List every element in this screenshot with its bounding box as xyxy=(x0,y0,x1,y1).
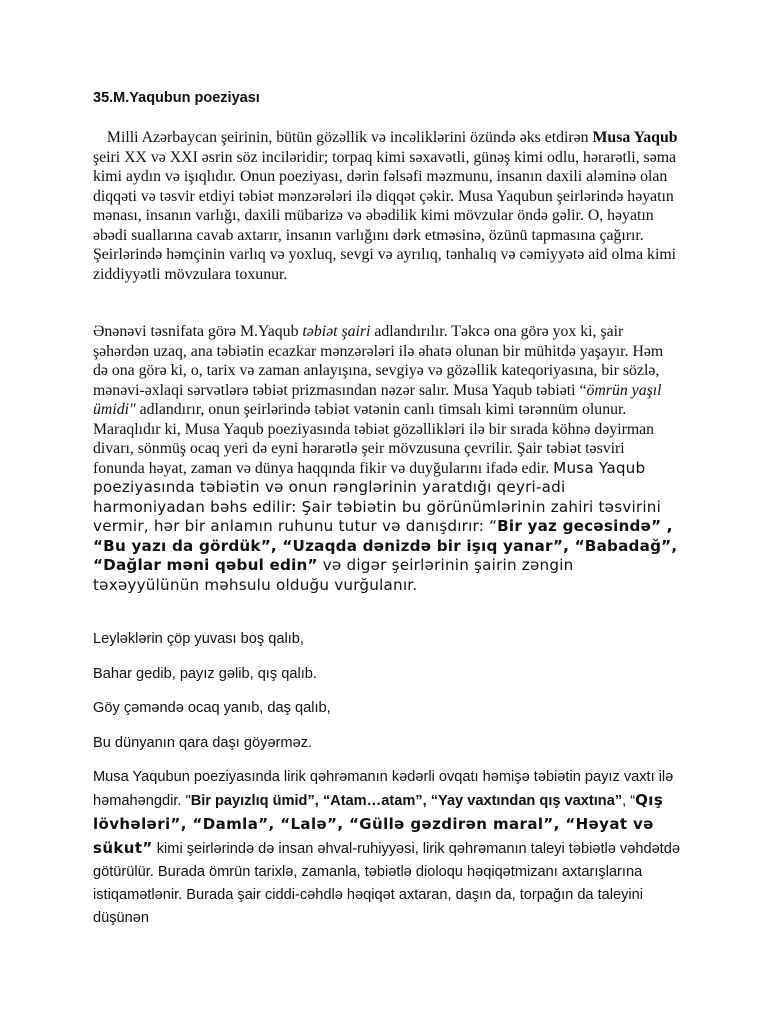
para2-text-1: Ənənəvi təsnifata görə M.Yaqub xyxy=(93,323,303,340)
para2-italic-2: ömrün yaşıl ümidi" xyxy=(93,381,662,418)
verse-line-3: Göy çəməndə ocaq yanıb, daş qalıb, xyxy=(93,700,331,716)
para2-italic-1: təbiət şairi xyxy=(302,323,371,340)
document-heading: 35.M.Yaqubun poeziyası xyxy=(93,90,260,106)
paragraph-nature-poet xyxy=(93,322,678,595)
para3-text-3: kimi şeirlərində də insan əhval-ruhiyyəsi, lirik qəhrəmanın taleyi təbiətlə vəhdətdə götürülür. Burada ömrün tarixlə, zamanla, təbiətlə dioloqu həqiqətmizanı axtarışlarına istiqamətlənir. Burada şair ciddi-cəhdlə həqiqət axtaran, daşın da, torpağın da taleyini düşünən xyxy=(93,841,680,926)
para3-text-2: , “ xyxy=(622,793,636,809)
intro-lead-text: Milli Azərbaycan şeirinin, bütün gözəllik və incəliklərini özündə əks etdirən xyxy=(106,129,593,146)
para2-poem-titles: Bir yaz gecəsində” , “Bu yazı da gördük”, “Uzaqda dənizdə bir işıq yanar”, “Babadağ”, “Dağlar məni qəbul edin” xyxy=(93,517,678,574)
para2-text-2: adlandırılır. Təkcə ona görə yox ki, şair şəhərdən uzaq, ana təbiətin ecazkar mənzərələri ilə əhatə olunan bir mühitdə yaşayır. Həm də ona görə ki, o, tarix və zaman anlayışına, sevgiyə və gözəllik kateqoriyasına, bir sözlə, mənəvi-əxlaqi sərvətlərə təbiət prizmasından nəzər salır. Musa Yaqub təbiəti “ xyxy=(93,323,664,399)
paragraph-autumn-mood xyxy=(93,766,683,930)
poet-name-bold: Musa Yaqub xyxy=(592,129,678,146)
para3-text-1: Musa Yaqubun poeziyasında lirik qəhrəmanın kədərli ovqatı həmişə təbiətin payız vaxtı ilə həmahəngdir. " xyxy=(93,769,674,809)
para2-text-3: adlandırır, onun şeirlərində təbiət vətənin canlı timsalı kimi tərənnüm olunur. Maraqlıdır ki, Musa Yaqub poeziyasında təbiət gözəllikləri ilə bir sırada köhnə dəyirman divarı, sönmüş ocaq yeri də eyni hərarətlə şeir mövzusuna çevrilir. Şair təbiət təsviri fonunda həyat, zaman və dünya haqqında fikir və duyğularını ifadə edir. xyxy=(93,401,655,477)
verse-line-1: Leyləklərin çöp yuvası boş qalıb, xyxy=(93,631,304,647)
para3-poem-titles-2: Qış lövhələri”, “Damla”, “Lalə”, “Güllə gəzdirən maral”, “Həyat və sükut” xyxy=(93,791,664,857)
para3-poem-titles-1: Bir payızlıq ümid”, “Atam…atam”, “Yay vaxtından qış vaxtına” xyxy=(190,793,623,809)
paragraph-intro xyxy=(93,128,678,284)
para2-sans-text-2: və digər şeirlərinin şairin zəngin təxəyyülünün məhsulu olduğu vurğulanır. xyxy=(93,556,574,594)
intro-rest-text: şeiri XX və XXI əsrin söz inciləridir; torpaq kimi səxavətli, günəş kimi odlu, hərarətli, səma kimi aydın və işıqlıdır. Onun poeziyası, dərin fəlsəfi məzmunu, insanın daxili aləminə olan diqqəti və təsvir etdiyi təbiət mənzərələri ilə diqqət çəkir. Musa Yaqubun şeirlərində həyatın mənası, insanın varlığı, daxili mübarizə və əbədilik kimi mövzular öndə gəlir. O, həyatın əbədi suallarına cavab axtarır, insanın varlığını dərk etməsinə, özünü tapmasına çağırır. Şeirlərində həmçinin varlıq və yoxluq, sevgi və ayrılıq, tənhalıq və cəmiyyətə aid olma kimi ziddiyyətli mövzulara toxunur. xyxy=(93,148,677,283)
verse-line-4: Bu dünyanın qara daşı göyərməz. xyxy=(93,735,313,751)
para2-sans-text-1: Musa Yaqub poeziyasında təbiətin və onun rənglərinin yaratdığı qeyri-adi harmoniyadan bəhs edilir: Şair təbiətin bu görünümlərinin zahiri təsvirini vermir, hər bir anlamın ruhunu tutur və danışdırır: “ xyxy=(93,458,662,535)
verse-line-2: Bahar gedib, payız gəlib, qış qalıb. xyxy=(93,666,317,682)
